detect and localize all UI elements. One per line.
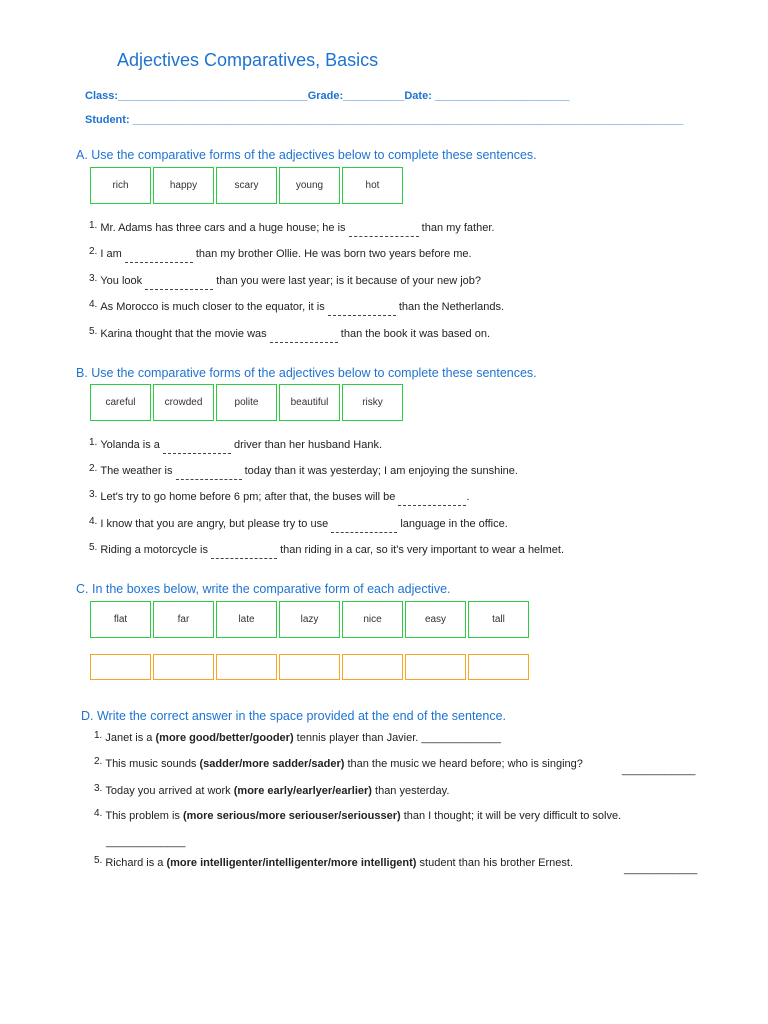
answer-blank[interactable] — [176, 469, 242, 480]
exercise-item: 2. This music sounds (sadder/more sadder/sader) than the music we heard before; who is singing? — [94, 756, 583, 770]
word-box: hot — [342, 167, 403, 204]
word-box: flat — [90, 601, 151, 638]
answer-box[interactable] — [153, 654, 214, 680]
answer-line[interactable]: _____________ — [421, 732, 501, 744]
section-a-heading: A. Use the comparative forms of the adjectives below to complete these sentences. — [76, 148, 537, 162]
exercise-item: 5. Karina thought that the movie was than the book it was based on. — [89, 328, 490, 343]
section-d-heading: D. Write the correct answer in the space provided at the end of the sentence. — [81, 709, 507, 723]
answer-box[interactable] — [216, 654, 277, 680]
student-label: Student: — [85, 114, 130, 126]
answer-blank[interactable] — [125, 252, 193, 263]
word-box: polite — [216, 384, 277, 421]
answer-blank[interactable] — [163, 443, 231, 454]
answer-blank[interactable] — [349, 226, 419, 237]
word-box: crowded — [153, 384, 214, 421]
word-box: young — [279, 167, 340, 204]
student-field[interactable]: __________________________________________________________________________________________ — [132, 114, 684, 126]
word-box: beautiful — [279, 384, 340, 421]
word-box: happy — [153, 167, 214, 204]
exercise-item: 3. Today you arrived at work (more early/earlyer/earlier) than yesterday. — [94, 783, 450, 797]
exercise-item: 3. Let's try to go home before 6 pm; after that, the buses will be . — [89, 491, 469, 506]
word-box: nice — [342, 601, 403, 638]
word-box: far — [153, 601, 214, 638]
answer-blank[interactable] — [398, 495, 466, 506]
answer-box[interactable] — [279, 654, 340, 680]
answer-box[interactable] — [405, 654, 466, 680]
page-title: Adjectives Comparatives, Basics — [117, 50, 379, 70]
section-c-heading: C. In the boxes below, write the comparative form of each adjective. — [76, 582, 451, 596]
exercise-item: 4. As Morocco is much closer to the equator, it is than the Netherlands. — [89, 301, 504, 316]
grade-field[interactable]: __________ — [343, 90, 405, 102]
word-box: risky — [342, 384, 403, 421]
answer-blank[interactable] — [211, 548, 277, 559]
answer-blank[interactable] — [270, 332, 338, 343]
exercise-item: 2. The weather is today than it was yesterday; I am enjoying the sunshine. — [89, 465, 518, 480]
date-field[interactable]: ______________________ — [434, 90, 570, 102]
answer-box[interactable] — [90, 654, 151, 680]
answer-line[interactable]: ____________ — [622, 764, 696, 776]
class-field[interactable]: _______________________________ — [118, 90, 308, 102]
class-label: Class: — [85, 90, 119, 102]
answer-box[interactable] — [468, 654, 529, 680]
word-box: tall — [468, 601, 529, 638]
exercise-item: 5. Riding a motorcycle is than riding in a car, so it's very important to wear a helmet. — [89, 544, 564, 559]
exercise-item: 3. You look than you were last year; is it because of your new job? — [89, 275, 481, 290]
class-grade-date-row — [85, 90, 570, 102]
date-label: Date: — [404, 90, 432, 102]
exercise-item: 1. Mr. Adams has three cars and a huge house; he is than my father. — [89, 222, 494, 237]
word-box: easy — [405, 601, 466, 638]
word-box: lazy — [279, 601, 340, 638]
section-b-heading: B. Use the comparative forms of the adjectives below to complete these sentences. — [76, 366, 537, 380]
answer-line[interactable]: _____________ — [106, 836, 186, 848]
grade-label: Grade: — [307, 90, 344, 102]
word-box: late — [216, 601, 277, 638]
exercise-item: 4. This problem is (more serious/more seriouser/seriousser) than I thought; it will be very difficult to solve. — [94, 808, 622, 822]
exercise-item: 1. Janet is a (more good/better/gooder) tennis player than Javier. _____________ — [94, 730, 501, 744]
exercise-item: 4. I know that you are angry, but please try to use language in the office. — [89, 518, 508, 533]
word-box: careful — [90, 384, 151, 421]
exercise-item: 5. Richard is a (more intelligenter/intelligenter/more intelligent) student than his brother Ernest. — [94, 855, 574, 869]
word-box: rich — [90, 167, 151, 204]
answer-line[interactable]: ____________ — [624, 863, 698, 875]
answer-blank[interactable] — [145, 279, 213, 290]
word-box: scary — [216, 167, 277, 204]
exercise-item: 2. I am than my brother Ollie. He was born two years before me. — [89, 248, 472, 263]
answer-box[interactable] — [342, 654, 403, 680]
answer-blank[interactable] — [328, 305, 396, 316]
student-row — [85, 114, 683, 126]
answer-blank[interactable] — [331, 522, 397, 533]
exercise-item: 1. Yolanda is a driver than her husband Hank. — [89, 439, 382, 454]
